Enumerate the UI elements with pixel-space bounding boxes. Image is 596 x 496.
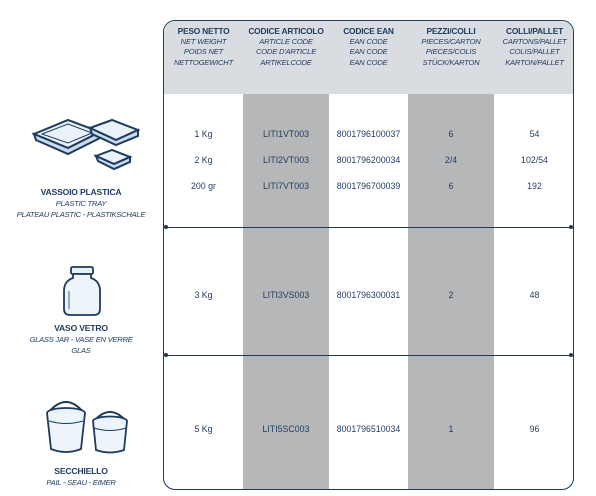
table-row-ean: 8001796200034 xyxy=(336,155,401,165)
separator-dot xyxy=(164,353,168,357)
separator-dot xyxy=(569,225,573,229)
table-row-pallet: 192 xyxy=(527,181,542,191)
product-name: SECCHIELLO xyxy=(54,466,108,476)
product-sub: GLAS xyxy=(71,346,91,355)
product-table xyxy=(163,20,574,490)
table-row-code: LITI5SC003 xyxy=(262,424,310,434)
row-separator xyxy=(163,227,573,228)
table-row-weight: 5 Kg xyxy=(194,424,213,434)
product-label-glass-jar xyxy=(0,323,162,356)
product-sub: PLASTIC TRAY xyxy=(55,199,107,208)
table-row-ean: 8001796100037 xyxy=(336,129,401,139)
bucket-icon xyxy=(38,395,134,462)
product-label-plastic-tray xyxy=(0,187,162,220)
table-row-pieces: 2/4 xyxy=(444,155,458,165)
table-row-weight: 1 Kg xyxy=(194,129,213,139)
table-row-weight: 200 gr xyxy=(191,181,216,191)
header-cartons-pallet: COLLI/PALLET CARTONS/PALLET COLIS/PALLET KARTON/PALLET xyxy=(502,26,567,67)
table-row-pallet: 96 xyxy=(529,424,540,434)
table-row-pieces: 6 xyxy=(448,181,454,191)
table-row-ean: 8001796300031 xyxy=(336,290,401,300)
header-net-weight: PESO NETTO NET WEIGHT POIDS NET NETTOGEWICHT xyxy=(173,26,234,67)
product-label-bucket xyxy=(0,466,162,488)
product-sub: GLASS JAR - VASE EN VERRE xyxy=(29,335,133,344)
table-row-pieces: 1 xyxy=(448,424,454,434)
table-row-weight: 2 Kg xyxy=(194,155,213,165)
plastic-tray-icon xyxy=(28,108,140,183)
product-name: VASO VETRO xyxy=(54,323,108,333)
table-row-code: LITI2VT003 xyxy=(263,155,309,165)
header-pieces-carton: PEZZI/COLLI PIECES/CARTON PIECES/COLIS STÜCK/KARTON xyxy=(421,26,481,67)
table-row-pallet: 102/54 xyxy=(521,155,548,165)
header-ean-code: CODICE EAN EAN CODE EAN CODE EAN CODE xyxy=(343,26,394,67)
row-separator xyxy=(163,355,573,356)
table-row-code: LITI3VS003 xyxy=(262,290,310,300)
separator-dot xyxy=(569,353,573,357)
table-row-weight: 3 Kg xyxy=(194,290,213,300)
table-row-pieces: 6 xyxy=(448,129,454,139)
table-row-ean: 8001796510034 xyxy=(336,424,401,434)
glass-jar-icon xyxy=(60,265,104,322)
product-sub: PAIL - SEAU - EIMER xyxy=(46,478,116,487)
separator-dot xyxy=(164,225,168,229)
table-row-code: LITI1VT003 xyxy=(263,129,309,139)
table-row-pallet: 48 xyxy=(529,290,540,300)
table-row-pallet: 54 xyxy=(529,129,540,139)
header-article-code: CODICE ARTICOLO ARTICLE CODE CODE D'ARTICLE ARTIKELCODE xyxy=(248,26,324,67)
table-row-pieces: 2 xyxy=(448,290,454,300)
table-row-ean: 8001796700039 xyxy=(336,181,401,191)
product-name: VASSOIO PLASTICA xyxy=(40,187,122,197)
product-sub: PLATEAU PLASTIC - PLASTIKSCHALE xyxy=(16,210,146,219)
table-row-code: LITI7VT003 xyxy=(263,181,309,191)
